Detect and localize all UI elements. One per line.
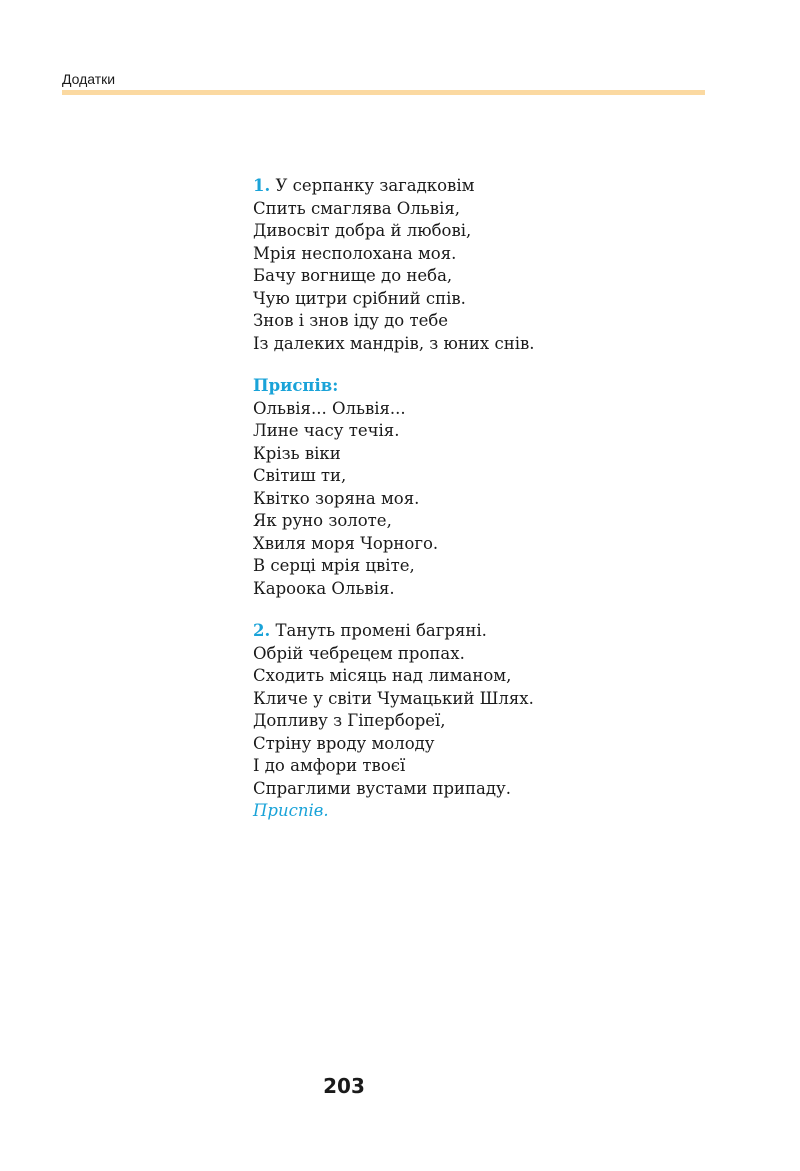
song-lyrics [253, 175, 713, 823]
chorus-line: Лине часу течія. [253, 421, 400, 440]
verse-line: Стріну вроду молоду [253, 733, 435, 753]
chorus-line: Квітко зоряна моя. [253, 488, 420, 508]
verse-line: Знов і знов іду до тебе [253, 311, 449, 330]
verse-line: Спраглими вустами припаду. [253, 778, 512, 798]
verse-line: І до амфори твоєї [253, 756, 406, 775]
verse-line: Дивосвіт добра й любові, [253, 221, 472, 240]
verse-1 [253, 175, 713, 355]
header-title: Додатки [62, 71, 116, 87]
verse-line: Спить смаглява Ольвія, [253, 198, 461, 218]
chorus-line: Кароока Ольвія. [253, 578, 395, 598]
verse-number: 1. [253, 176, 271, 195]
page-number: 203 [323, 1074, 365, 1098]
verse-line: Мрія несполохана моя. [253, 243, 457, 263]
verse-2 [253, 620, 713, 823]
verse-line: 2. Тануть промені багряні. [253, 621, 487, 640]
verse-number: 2. [253, 621, 271, 640]
chorus-line: Крізь віки [253, 443, 341, 463]
verse-line: Сходить місяць над лиманом, [253, 666, 512, 685]
chorus-line: Як руно золоте, [253, 511, 392, 530]
verse-line: Із далеких мандрів, з юних снів. [253, 333, 535, 353]
verse-line: 1. У серпанку загадковім [253, 176, 475, 195]
header-rule [62, 90, 705, 95]
chorus-label: Приспів: [253, 376, 339, 395]
verse-line: Обрій чебрецем пропах. [253, 643, 465, 663]
chorus-line: Хвиля моря Чорного. [253, 533, 439, 553]
verse-line: Кличе у світи Чумацький Шлях. [253, 688, 534, 708]
chorus [253, 375, 713, 600]
chorus-line: Світиш ти, [253, 466, 347, 485]
chorus-line: В серці мрія цвіте, [253, 556, 415, 575]
chorus-reference: Приспів. [253, 801, 329, 820]
verse-line: Бачу вогнище до неба, [253, 266, 453, 285]
verse-line: Допливу з Гіпербореї, [253, 711, 446, 730]
chorus-line: Ольвія... Ольвія... [253, 398, 406, 418]
verse-line: Чую цитри срібний спів. [253, 288, 466, 308]
running-header [62, 70, 705, 95]
